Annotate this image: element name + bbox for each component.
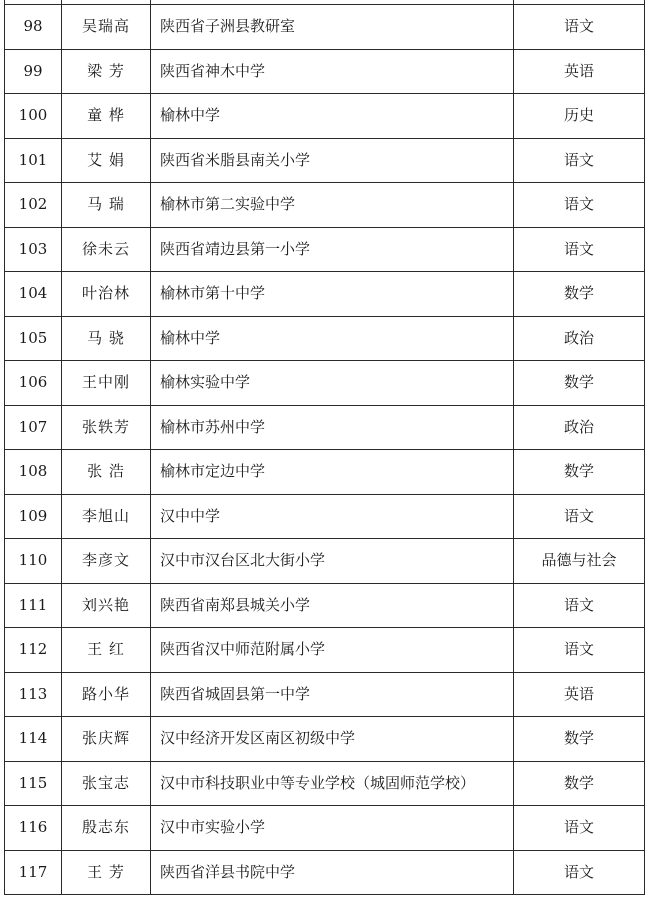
cell-name: 刘兴艳 bbox=[62, 583, 151, 628]
cell-number: 102 bbox=[5, 183, 62, 228]
cell-number: 99 bbox=[5, 49, 62, 94]
cell-name: 张 浩 bbox=[62, 450, 151, 495]
cell-number: 115 bbox=[5, 761, 62, 806]
cell-school: 榆林市第二实验中学 bbox=[151, 183, 514, 228]
cell-number: 109 bbox=[5, 494, 62, 539]
table-row bbox=[5, 761, 645, 806]
table-row bbox=[5, 5, 645, 50]
cell-subject: 政治 bbox=[514, 405, 645, 450]
cell-school: 榆林市定边中学 bbox=[151, 450, 514, 495]
cell-number: 108 bbox=[5, 450, 62, 495]
cell-number: 116 bbox=[5, 806, 62, 851]
cell-subject: 数学 bbox=[514, 450, 645, 495]
cell-school: 榆林中学 bbox=[151, 316, 514, 361]
cell-subject: 历史 bbox=[514, 94, 645, 139]
cell-number: 107 bbox=[5, 405, 62, 450]
cell-school: 汉中市科技职业中等专业学校（城固师范学校） bbox=[151, 761, 514, 806]
cell-name: 殷志东 bbox=[62, 806, 151, 851]
table-row bbox=[5, 405, 645, 450]
cell-school: 榆林中学 bbox=[151, 94, 514, 139]
cell-number: 105 bbox=[5, 316, 62, 361]
table-row bbox=[5, 272, 645, 317]
cell-school: 汉中中学 bbox=[151, 494, 514, 539]
cell-school: 陕西省洋县书院中学 bbox=[151, 850, 514, 895]
cell-number: 101 bbox=[5, 138, 62, 183]
table-row bbox=[5, 628, 645, 673]
cell-subject: 语文 bbox=[514, 628, 645, 673]
cell-school: 汉中市汉台区北大街小学 bbox=[151, 539, 514, 584]
cell-name: 叶治林 bbox=[62, 272, 151, 317]
cell-number: 113 bbox=[5, 672, 62, 717]
table-row bbox=[5, 138, 645, 183]
cell-number: 110 bbox=[5, 539, 62, 584]
table-row bbox=[5, 361, 645, 406]
cell-number: 100 bbox=[5, 94, 62, 139]
cell-name: 童 桦 bbox=[62, 94, 151, 139]
cell-subject: 数学 bbox=[514, 717, 645, 762]
table-row bbox=[5, 183, 645, 228]
cell-subject: 品德与社会 bbox=[514, 539, 645, 584]
cell-subject: 数学 bbox=[514, 761, 645, 806]
table-row bbox=[5, 672, 645, 717]
cell-subject: 英语 bbox=[514, 672, 645, 717]
cell-name: 梁 芳 bbox=[62, 49, 151, 94]
cell-school: 陕西省米脂县南关小学 bbox=[151, 138, 514, 183]
cell-school: 榆林市苏州中学 bbox=[151, 405, 514, 450]
cell-number: 112 bbox=[5, 628, 62, 673]
cell-school: 陕西省靖边县第一小学 bbox=[151, 227, 514, 272]
cell-name: 张轶芳 bbox=[62, 405, 151, 450]
table-row bbox=[5, 227, 645, 272]
cell-name: 王中刚 bbox=[62, 361, 151, 406]
cell-subject: 语文 bbox=[514, 806, 645, 851]
table-row bbox=[5, 539, 645, 584]
cell-school: 陕西省子洲县教研室 bbox=[151, 5, 514, 50]
cell-name: 马 瑞 bbox=[62, 183, 151, 228]
cell-subject: 语文 bbox=[514, 494, 645, 539]
table-row bbox=[5, 94, 645, 139]
cell-school: 汉中市实验小学 bbox=[151, 806, 514, 851]
table-row bbox=[5, 450, 645, 495]
roster-table-body bbox=[5, 0, 645, 895]
cell-subject: 数学 bbox=[514, 361, 645, 406]
cell-subject: 语文 bbox=[514, 227, 645, 272]
cell-subject: 语文 bbox=[514, 5, 645, 50]
table-row bbox=[5, 494, 645, 539]
cell-number: 104 bbox=[5, 272, 62, 317]
cell-subject: 语文 bbox=[514, 138, 645, 183]
cell-name: 张庆辉 bbox=[62, 717, 151, 762]
cell-name: 艾 娟 bbox=[62, 138, 151, 183]
cell-number: 111 bbox=[5, 583, 62, 628]
cell-school: 陕西省南郑县城关小学 bbox=[151, 583, 514, 628]
cell-name: 张宝志 bbox=[62, 761, 151, 806]
table-row bbox=[5, 806, 645, 851]
cell-subject: 政治 bbox=[514, 316, 645, 361]
cell-number: 114 bbox=[5, 717, 62, 762]
cell-subject: 语文 bbox=[514, 183, 645, 228]
cell-subject: 英语 bbox=[514, 49, 645, 94]
cell-name: 王 芳 bbox=[62, 850, 151, 895]
cell-name: 马 骁 bbox=[62, 316, 151, 361]
cell-school: 汉中经济开发区南区初级中学 bbox=[151, 717, 514, 762]
cell-school: 陕西省汉中师范附属小学 bbox=[151, 628, 514, 673]
table-row bbox=[5, 49, 645, 94]
cell-subject: 语文 bbox=[514, 583, 645, 628]
cell-name: 徐未云 bbox=[62, 227, 151, 272]
cell-subject: 数学 bbox=[514, 272, 645, 317]
cell-number: 98 bbox=[5, 5, 62, 50]
cell-subject: 语文 bbox=[514, 850, 645, 895]
cell-name: 李旭山 bbox=[62, 494, 151, 539]
cell-name: 吴瑞高 bbox=[62, 5, 151, 50]
cell-school: 陕西省神木中学 bbox=[151, 49, 514, 94]
cell-school: 榆林市第十中学 bbox=[151, 272, 514, 317]
cell-school: 陕西省城固县第一中学 bbox=[151, 672, 514, 717]
table-row bbox=[5, 583, 645, 628]
roster-table bbox=[4, 0, 645, 895]
table-row bbox=[5, 850, 645, 895]
cell-number: 103 bbox=[5, 227, 62, 272]
table-row bbox=[5, 316, 645, 361]
cell-number: 106 bbox=[5, 361, 62, 406]
cell-name: 王 红 bbox=[62, 628, 151, 673]
table-row bbox=[5, 717, 645, 762]
cell-name: 路小华 bbox=[62, 672, 151, 717]
cell-school: 榆林实验中学 bbox=[151, 361, 514, 406]
cell-name: 李彦文 bbox=[62, 539, 151, 584]
cell-number: 117 bbox=[5, 850, 62, 895]
